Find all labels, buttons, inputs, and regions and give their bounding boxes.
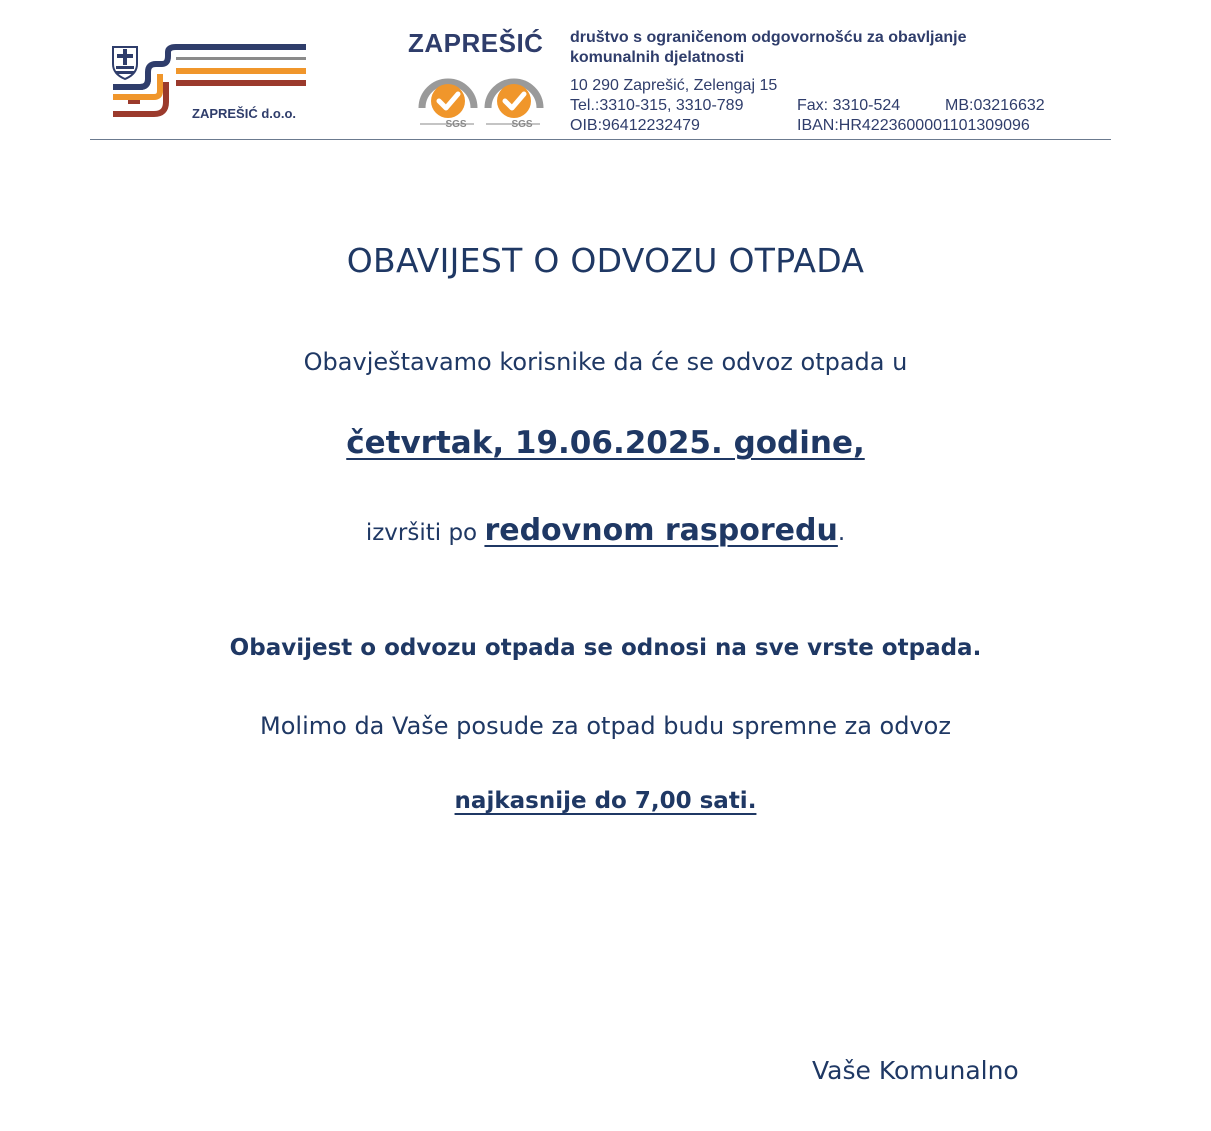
company-mb: MB:03216632	[945, 97, 1045, 114]
company-phone: Tel.:3310-315, 3310-789	[570, 97, 744, 114]
logo-caption: ZAPREŠIĆ d.o.o.	[192, 106, 296, 121]
iso-certificate-badge-icon	[416, 68, 480, 132]
sgs-label: SGS	[445, 119, 467, 130]
collection-date	[0, 425, 1211, 461]
iso-certificate-badge-icon	[482, 68, 546, 132]
schedule-emphasis: redovnom rasporedu	[484, 513, 838, 548]
crest-icon	[113, 47, 137, 79]
company-iban: IBAN:HR4223600001101309096	[797, 117, 1030, 134]
notice-request: Molimo da Vaše posude za otpad budu spremne za odvoz	[260, 712, 951, 740]
schedule-line	[0, 513, 1211, 548]
schedule-prefix: izvršiti po	[365, 520, 478, 546]
company-address: 10 290 Zaprešić, Zelengaj 15	[570, 77, 778, 94]
company-description: komunalnih djelatnosti	[570, 49, 745, 66]
company-description: društvo s ograničenom odgovornošću za obavljanje	[570, 29, 967, 46]
notice-intro: Obavještavamo korisnike da će se odvoz otpada u	[303, 348, 908, 376]
schedule-suffix: .	[837, 520, 846, 546]
notice-scope: Obavijest o odvozu otpada se odnosi na sve vrste otpada.	[229, 635, 982, 661]
deadline-text: najkasnije do 7,00 sati.	[454, 788, 757, 814]
collection-date-text: četvrtak, 19.06.2025. godine,	[346, 425, 865, 461]
signature: Vaše Komunalno	[812, 1056, 1019, 1085]
header-divider	[90, 139, 1111, 140]
company-oib: OIB:96412232479	[570, 117, 700, 134]
notice-deadline	[0, 788, 1211, 814]
brand-name: ZAPREŠIĆ	[408, 28, 544, 58]
sgs-label: SGS	[511, 119, 533, 130]
notice-title: OBAVIJEST O ODVOZU OTPADA	[346, 241, 865, 280]
company-fax: Fax: 3310-524	[797, 97, 901, 114]
